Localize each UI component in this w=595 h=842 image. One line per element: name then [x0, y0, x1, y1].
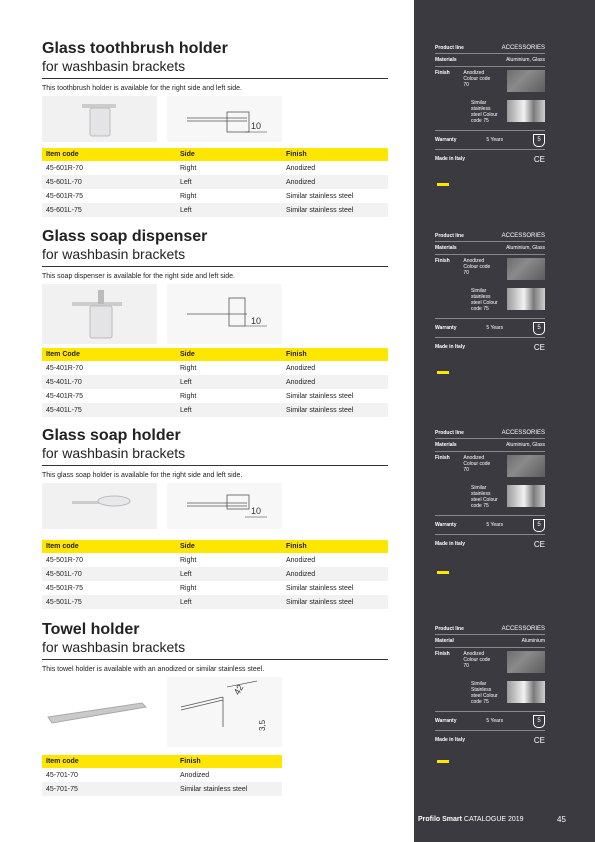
section-subtitle: for washbasin brackets — [42, 246, 186, 262]
table-header: Finish — [286, 543, 307, 550]
divider — [42, 465, 388, 466]
table-row: 45-701-75 Similar stainless steel — [42, 782, 282, 796]
section-description: This toothbrush holder is available for the right side and left side. — [42, 85, 243, 92]
dimension-label: 42 — [231, 682, 246, 697]
info-panel: Product line ACCESSORIES Materials Aluminium, Glass Finish Anodized Colour code 70 Similar stainless steel Colour code 75 Warranty 5 Years 5 Made in Italy CE — [435, 430, 545, 549]
table-row: 45-501L-70 Left Anodized — [42, 567, 388, 581]
footer-brand: Profilo Smart — [418, 816, 462, 823]
warranty-shield-icon: 5 — [533, 322, 545, 335]
dimension-label: 10 — [251, 506, 262, 516]
product-photo — [42, 677, 157, 747]
steel-swatch — [507, 485, 545, 507]
divider — [42, 78, 388, 79]
warranty-shield-icon: 5 — [533, 715, 545, 728]
steel-swatch — [507, 681, 545, 703]
info-panel: Product line ACCESSORIES Materials Aluminium, Glass Finish Anodized Colour code 70 Similar stainless steel Colour code 75 Warranty 5 Years 5 Made in Italy CE — [435, 233, 545, 352]
section-description: This soap dispenser is available for the right side and left side. — [42, 273, 235, 280]
technical-drawing — [167, 284, 282, 344]
section-description: This towel holder is available with an anodized or similar stainless steel. — [42, 666, 265, 673]
section-title: Glass soap holder — [42, 427, 181, 444]
section-subtitle: for washbasin brackets — [42, 58, 186, 74]
technical-drawing — [167, 96, 282, 142]
table-row: 45-601R-70 Right Anodized — [42, 161, 388, 175]
table-row: 45-701-70 Anodized — [42, 768, 282, 782]
warranty-shield-icon: 5 — [533, 519, 545, 532]
section-title: Glass toothbrush holder — [42, 40, 228, 57]
divider — [42, 266, 388, 267]
table-header: Finish — [286, 151, 307, 158]
table-header: Item code — [46, 543, 79, 550]
ce-mark-icon: CE — [533, 539, 545, 549]
warranty-shield-icon: 5 — [533, 134, 545, 147]
table-row: 45-601R-75 Right Similar stainless steel — [42, 189, 388, 203]
steel-swatch — [507, 100, 545, 122]
product-table — [42, 148, 388, 217]
divider — [42, 659, 388, 660]
footer-catalogue: CATALOGUE 2019 — [463, 816, 524, 823]
info-panel: Product line ACCESSORIES Material Aluminium Finish Anodized Colour code 70 Similar Stainless steel Colour code 75 Warranty 5 Years 5 Made in Italy CE — [435, 626, 545, 745]
section-subtitle: for washbasin brackets — [42, 639, 186, 655]
table-row: 45-501R-70 Right Anodized — [42, 553, 388, 567]
section-soap-holder — [42, 427, 388, 533]
info-panel: Product line ACCESSORIES Materials Aluminium, Glass Finish Anodized Colour code 70 Similar stainless steel Colour code 75 Warranty 5 Years 5 Made in Italy CE — [435, 45, 545, 164]
product-table — [42, 540, 388, 609]
table-header: Item code — [46, 758, 79, 765]
product-photo — [42, 483, 157, 529]
table-row: 45-401L-75 Left Similar stainless steel — [42, 403, 388, 417]
section-title: Glass soap dispenser — [42, 228, 208, 245]
section-subtitle: for washbasin brackets — [42, 445, 186, 461]
product-photo — [42, 96, 157, 142]
technical-drawing — [167, 483, 282, 529]
accent-bar — [437, 760, 449, 763]
anodized-swatch — [507, 258, 545, 280]
table-row: 45-601L-75 Left Similar stainless steel — [42, 203, 388, 217]
accent-bar — [437, 183, 449, 186]
section-title: Towel holder — [42, 621, 140, 638]
accent-bar — [437, 571, 449, 574]
anodized-swatch — [507, 70, 545, 92]
anodized-swatch — [507, 455, 545, 477]
table-header: Finish — [286, 351, 307, 358]
dimension-label: 10 — [251, 316, 262, 326]
ce-mark-icon: CE — [533, 735, 545, 745]
section-description: This glass soap holder is available for the right side and left side. — [42, 472, 243, 479]
dimension-label: 10 — [251, 121, 262, 131]
table-header: Item code — [46, 151, 79, 158]
product-table — [42, 755, 282, 796]
table-row: 45-401R-70 Right Anodized — [42, 361, 388, 375]
section-towel-holder — [42, 621, 388, 751]
section-toothbrush-holder — [42, 40, 388, 146]
ce-mark-icon: CE — [533, 342, 545, 352]
table-header: Item Code — [46, 351, 80, 358]
footer — [418, 816, 524, 823]
table-row: 45-401R-75 Right Similar stainless steel — [42, 389, 388, 403]
product-table — [42, 348, 388, 417]
anodized-swatch — [507, 651, 545, 673]
table-header: Side — [180, 351, 195, 358]
table-row: 45-501L-75 Left Similar stainless steel — [42, 595, 388, 609]
accent-bar — [437, 371, 449, 374]
steel-swatch — [507, 288, 545, 310]
table-header: Side — [180, 543, 195, 550]
table-header: Side — [180, 151, 195, 158]
table-row: 45-401L-70 Left Anodized — [42, 375, 388, 389]
technical-drawing — [167, 677, 282, 747]
page-number: 45 — [557, 815, 566, 824]
table-header: Finish — [180, 758, 201, 765]
table-row: 45-601L-70 Left Anodized — [42, 175, 388, 189]
table-row: 45-501R-75 Right Similar stainless steel — [42, 581, 388, 595]
section-soap-dispenser — [42, 228, 388, 348]
ce-mark-icon: CE — [533, 154, 545, 164]
product-photo — [42, 284, 157, 344]
dimension-label-secondary: 3,5 — [258, 719, 267, 731]
